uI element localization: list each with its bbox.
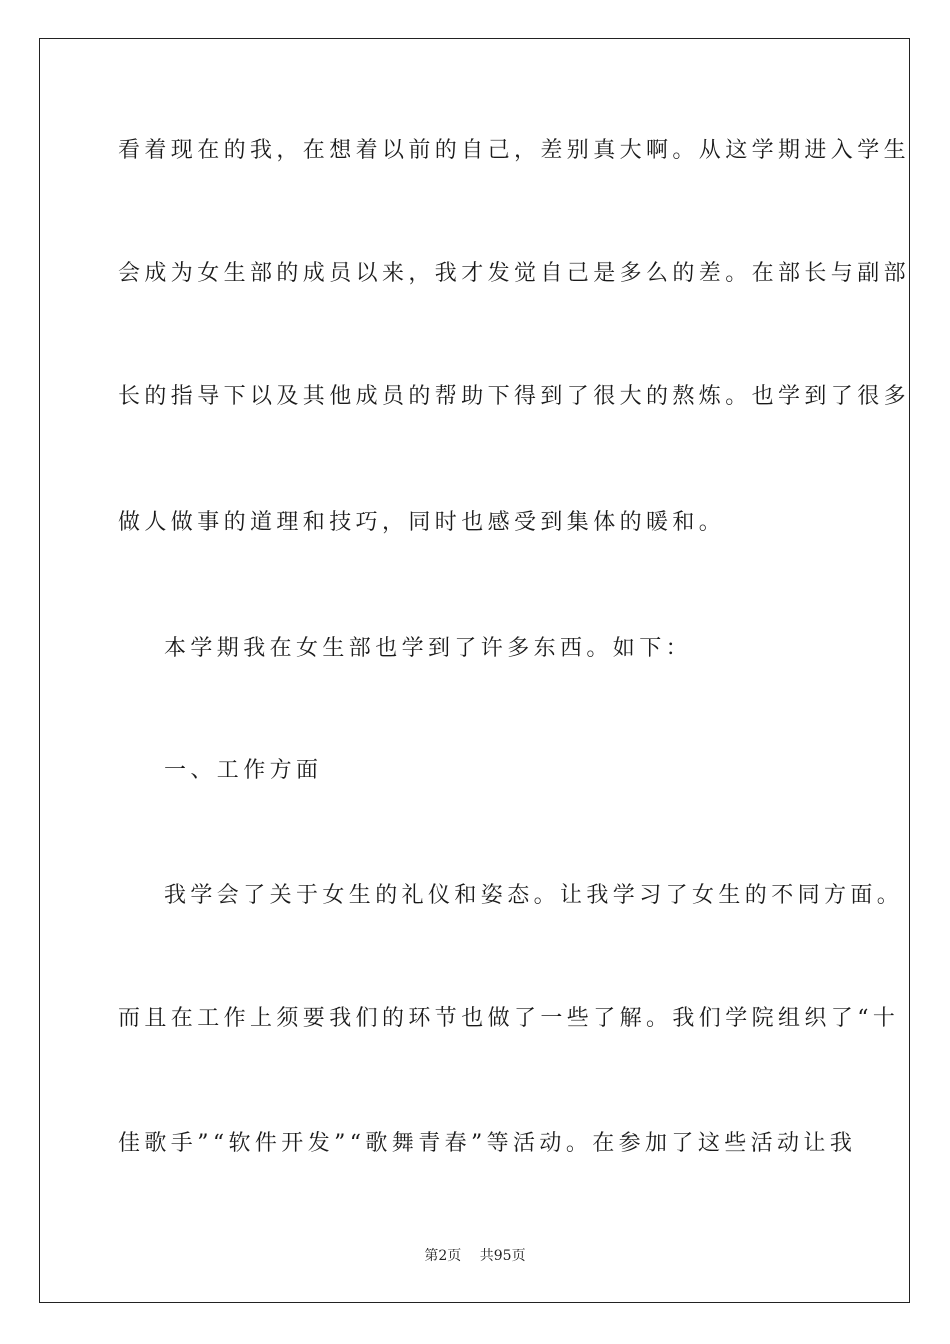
text-line: 而且在工作上须要我们的环节也做了一些了解。我们学院组织了“十 [118, 1006, 900, 1031]
text-line: 看着现在的我，在想着以前的自己，差别真大啊。从这学期进入学生 [118, 138, 911, 163]
text-line: 会成为女生部的成员以来，我才发觉自己是多么的差。在部长与副部 [118, 261, 911, 286]
section-heading: 一、工作方面 [164, 758, 323, 783]
page-border [39, 38, 910, 1303]
page-footer [0, 1246, 950, 1266]
text-line: 长的指导下以及其他成员的帮助下得到了很大的熬炼。也学到了很多 [118, 384, 911, 409]
paragraph-line: 我学会了关于女生的礼仪和姿态。让我学习了女生的不同方面。 [164, 883, 904, 908]
page-number: 第2页 [424, 1248, 462, 1264]
text-line: 做人做事的道理和技巧，同时也感受到集体的暖和。 [118, 510, 726, 535]
paragraph-line: 本学期我在女生部也学到了许多东西。如下： [164, 636, 693, 661]
page-total: 共95页 [479, 1248, 526, 1264]
text-line: 佳歌手”“软件开发”“歌舞青春”等活动。在参加了这些活动让我 [118, 1131, 857, 1156]
